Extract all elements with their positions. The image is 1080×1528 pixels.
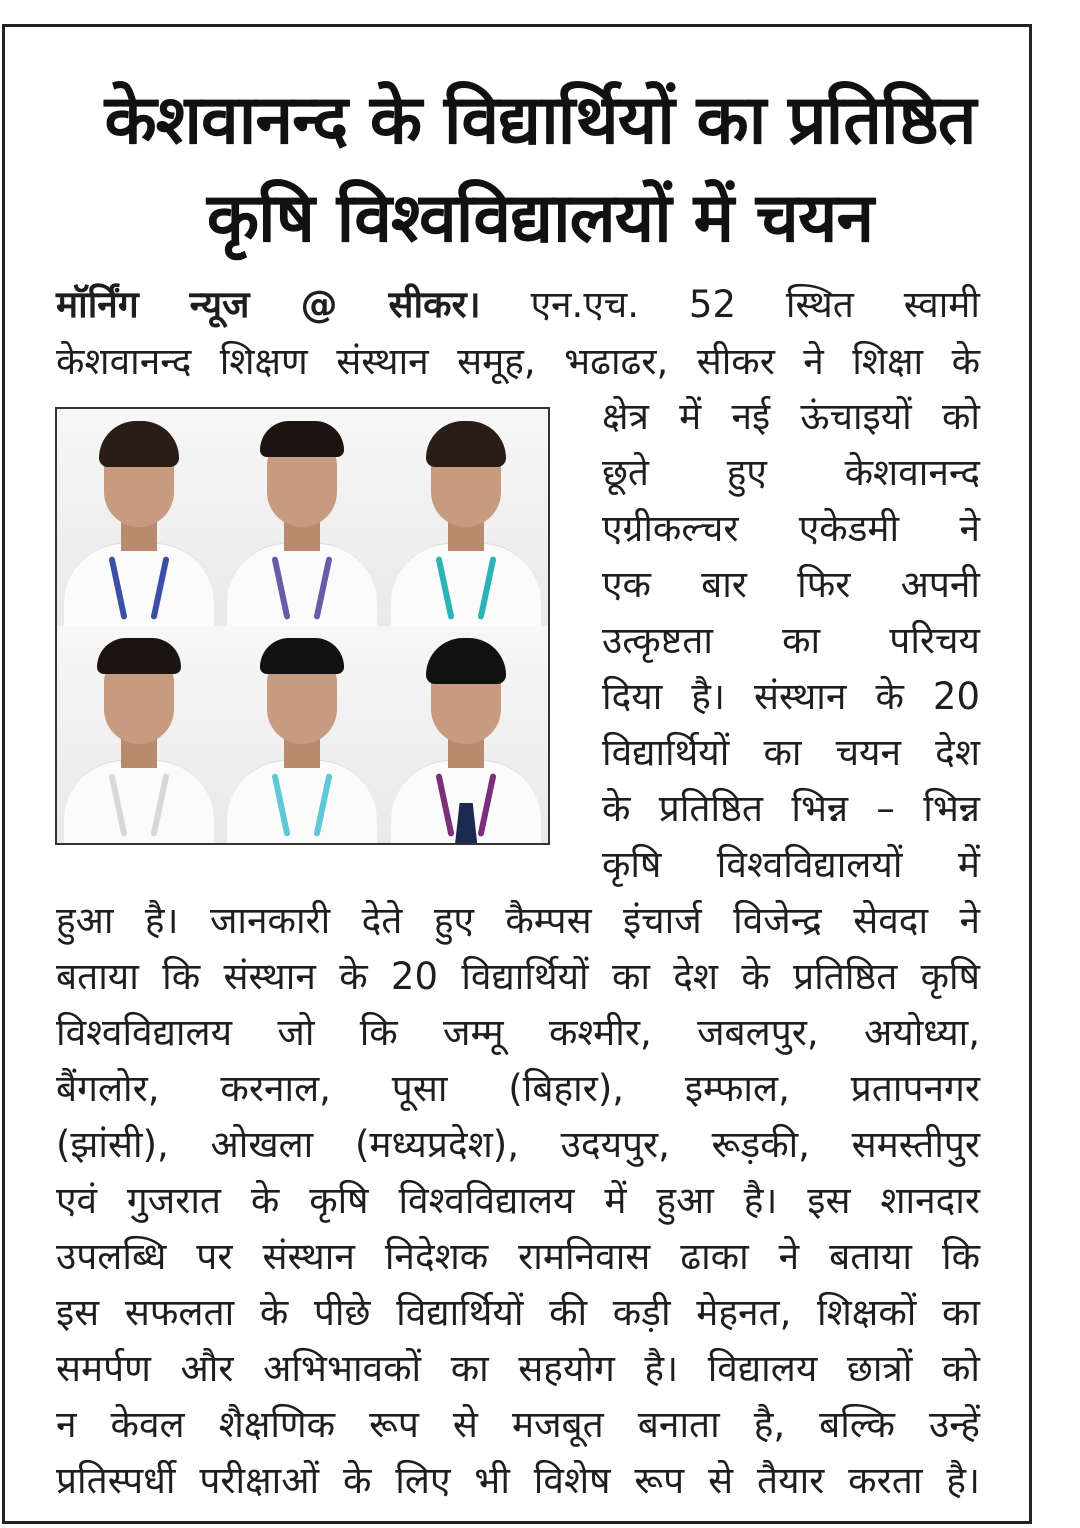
article-line: एवं गुजरात के कृषि विश्वविद्यालय में हुआ है। इस शानदार [56, 1179, 980, 1222]
article-line: केशवानन्द शिक्षण संस्थान समूह, भढाढर, सीकर ने शिक्षा के [56, 340, 980, 383]
student-photo-collage [55, 407, 550, 845]
headline-line-1: केशवानन्द के विद्यार्थियों का प्रतिष्ठित [104, 81, 976, 160]
article-line: विश्वविद्यालय जो कि जम्मू कश्मीर, जबलपुर, अयोध्या, [56, 1011, 980, 1054]
article-line: छूते हुए केशवानन्द [602, 451, 980, 494]
student-portrait [221, 409, 385, 626]
article-line: बताया कि संस्थान के 20 विद्यार्थियों का देश के प्रतिष्ठित कृषि [56, 955, 980, 998]
student-portrait [57, 626, 221, 843]
student-portrait [57, 409, 221, 626]
student-portrait [384, 409, 548, 626]
article-line: क्षेत्र में नई ऊंचाइयों को [602, 395, 980, 438]
portrait-hair [426, 421, 506, 467]
portrait-hair [260, 638, 344, 674]
student-portrait [384, 626, 548, 843]
article-text: एन.एच. 52 स्थित स्वामी [530, 283, 980, 326]
article-line: बैंगलोर, करनाल, पूसा (बिहार), इम्फाल, प्रतापनगर [56, 1067, 980, 1110]
student-portrait [221, 626, 385, 843]
portrait-shirt [227, 760, 377, 843]
article-line: इस सफलता के पीछे विद्यार्थियों की कड़ी मेहनत, शिक्षकों का [56, 1291, 980, 1334]
portrait-hair [426, 638, 506, 684]
portrait-hair [99, 421, 179, 467]
article-line: विद्यार्थियों का चयन देश [602, 731, 980, 774]
article-line: के प्रतिष्ठित भिन्न – भिन्न [602, 787, 980, 830]
portrait-shirt [391, 543, 541, 626]
article-line [56, 283, 980, 327]
article-line: उत्कृष्टता का परिचय [602, 619, 980, 662]
portrait-shirt [64, 543, 214, 626]
article-line: प्रतिस्पर्धी परीक्षाओं के लिए भी विशेष रूप से तैयार करता है। [56, 1459, 980, 1502]
portrait-shirt [64, 760, 214, 843]
article-line: समर्पण और अभिभावकों का सहयोग है। विद्यालय छात्रों को [56, 1347, 980, 1390]
portrait-shirt [227, 543, 377, 626]
dateline: मॉर्निंग न्यूज @ सीकर। [56, 283, 481, 326]
article-line: न केवल शैक्षणिक रूप से मजबूत बनाता है, बल्कि उन्हें [56, 1403, 980, 1446]
portrait-hair [260, 421, 344, 457]
portrait-hair [97, 638, 181, 674]
article-line: हुआ है। जानकारी देते हुए कैम्पस इंचार्ज विजेन्द्र सेवदा ने [56, 899, 980, 942]
headline-line-2: कृषि विश्वविद्यालयों में चयन [206, 179, 874, 258]
article-line: उपलब्धि पर संस्थान निदेशक रामनिवास ढाका ने बताया कि [56, 1235, 980, 1278]
article-line: दिया है। संस्थान के 20 [602, 675, 980, 718]
article-line: (झांसी), ओखला (मध्यप्रदेश), उदयपुर, रूड़की, समस्तीपुर [56, 1123, 980, 1166]
article-line: एक बार फिर अपनी [602, 563, 980, 606]
article-line: कृषि विश्वविद्यालयों में [602, 843, 980, 886]
article-line: एग्रीकल्चर एकेडमी ने [602, 507, 980, 550]
